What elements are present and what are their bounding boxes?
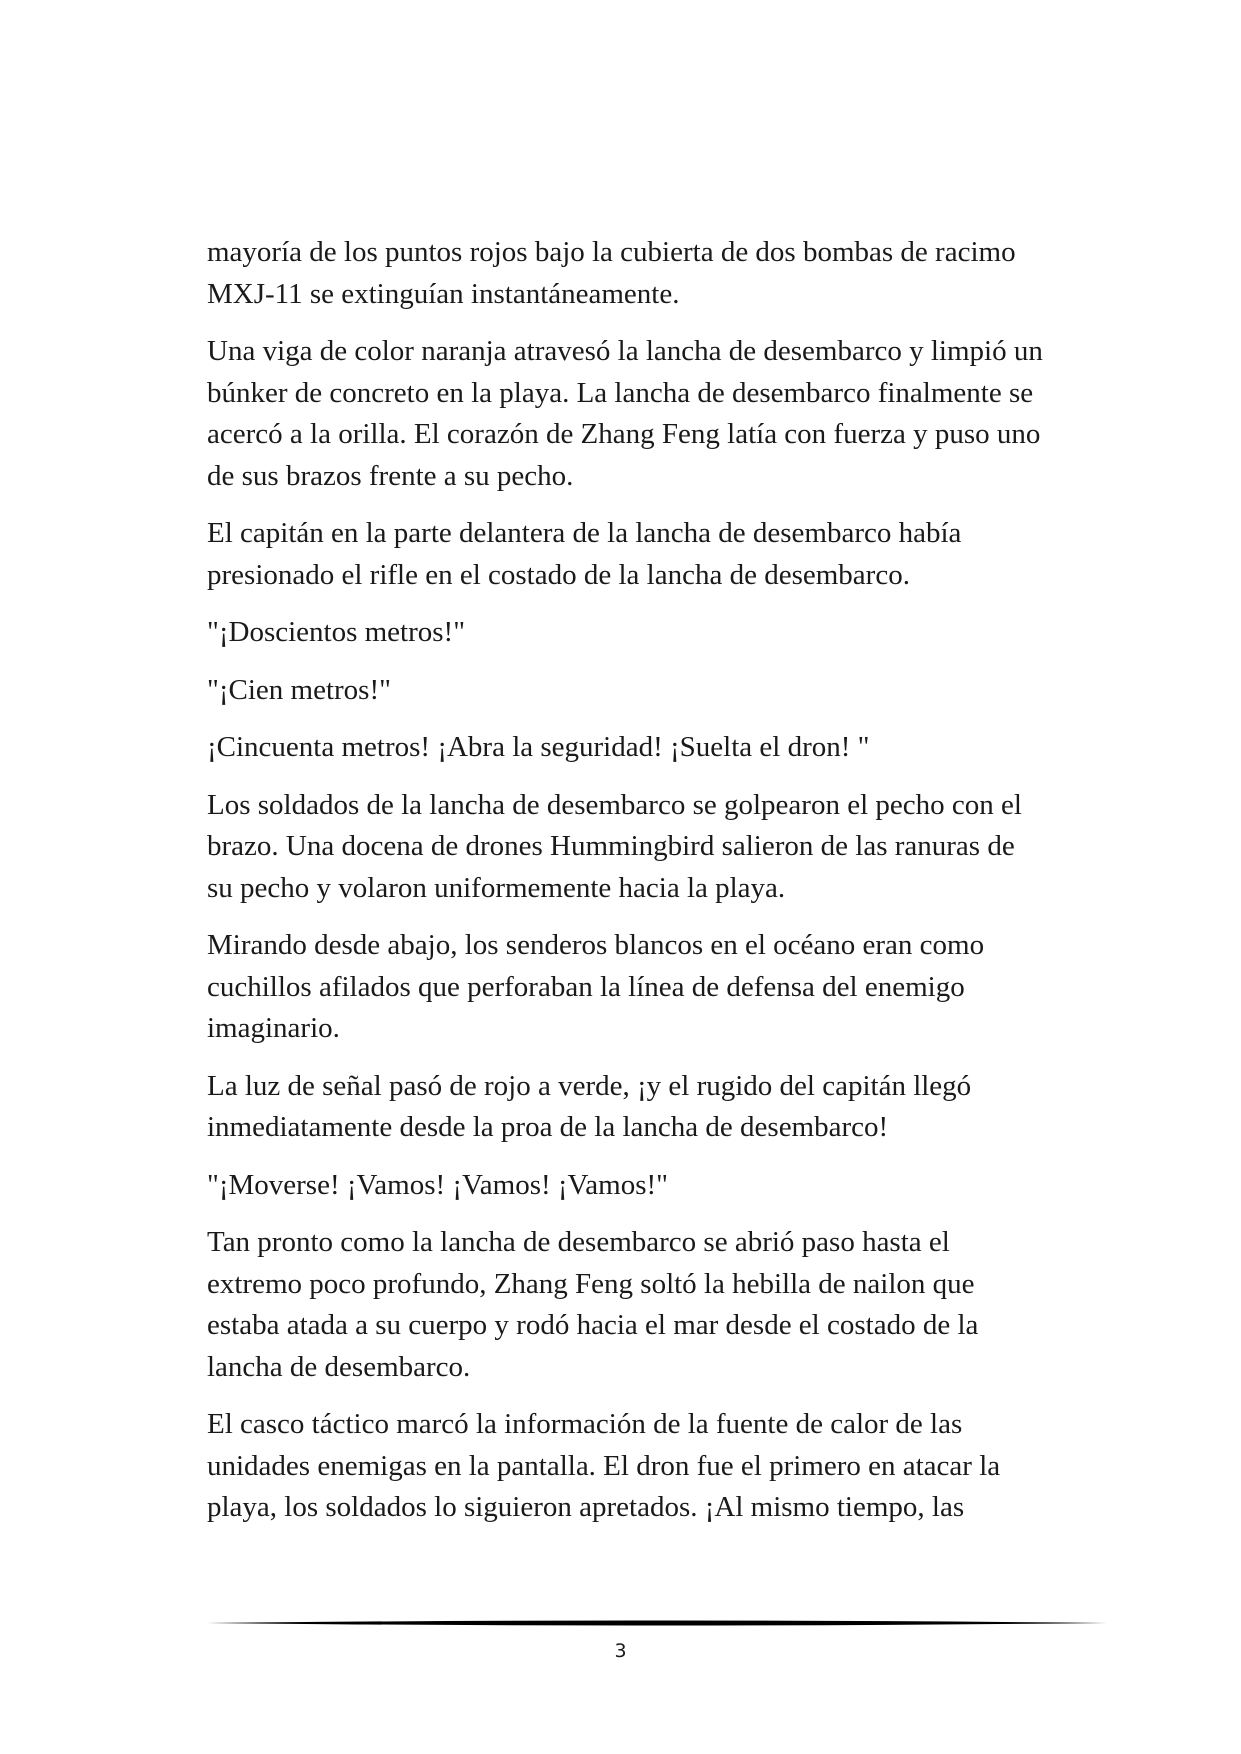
- paragraph: Tan pronto como la lancha de desembarco se abrió paso hasta el extremo poco profundo, Zhang Feng soltó la hebilla de nailon que estaba atada a su cuerpo y rodó hacia el mar desde el costado de la lancha de desembarco.: [207, 1226, 979, 1383]
- paragraph: mayoría de los puntos rojos bajo la cubierta de dos bombas de racimo MXJ-11 se extinguían instantáneamente.: [207, 236, 1016, 310]
- page-number: 3: [614, 1640, 627, 1662]
- paragraph: Una viga de color naranja atravesó la lancha de desembarco y limpió un búnker de concreto en la playa. La lancha de desembarco finalmente se acercó a la orilla. El corazón de Zhang Feng latía con fuerza y puso uno de sus brazos frente a su pecho.: [207, 335, 1043, 492]
- paragraph: El casco táctico marcó la información de la fuente de calor de las unidades enemigas en la pantalla. El dron fue el primero en atacar la playa, los soldados lo siguieron apretados. ¡Al mismo tiempo, las: [207, 1408, 1001, 1523]
- paragraph: El capitán en la parte delantera de la lancha de desembarco había presionado el rifle en el costado de la lancha de desembarco.: [207, 517, 962, 591]
- paragraph: "¡Cien metros!": [207, 673, 391, 706]
- paragraph: Los soldados de la lancha de desembarco se golpearon el pecho con el brazo. Una docena de drones Hummingbird salieron de las ranuras de su pecho y volaron uniformemente hacia la playa.: [207, 788, 1022, 904]
- paragraph: La luz de señal pasó de rojo a verde, ¡y el rugido del capitán llegó inmediatamente desde la proa de la lancha de desembarco!: [207, 1069, 972, 1143]
- paragraph: ¡Cincuenta metros! ¡Abra la seguridad! ¡Suelta el dron! ": [207, 731, 870, 763]
- paragraph: "¡Doscientos metros!": [207, 616, 466, 648]
- paragraph: Mirando desde abajo, los senderos blancos en el océano eran como cuchillos afilados que perforaban la línea de defensa del enemigo imaginario.: [207, 929, 985, 1044]
- body-text: [207, 232, 1087, 1545]
- footer-divider: [207, 1617, 1107, 1629]
- paragraph: "¡Moverse! ¡Vamos! ¡Vamos! ¡Vamos!": [207, 1168, 668, 1201]
